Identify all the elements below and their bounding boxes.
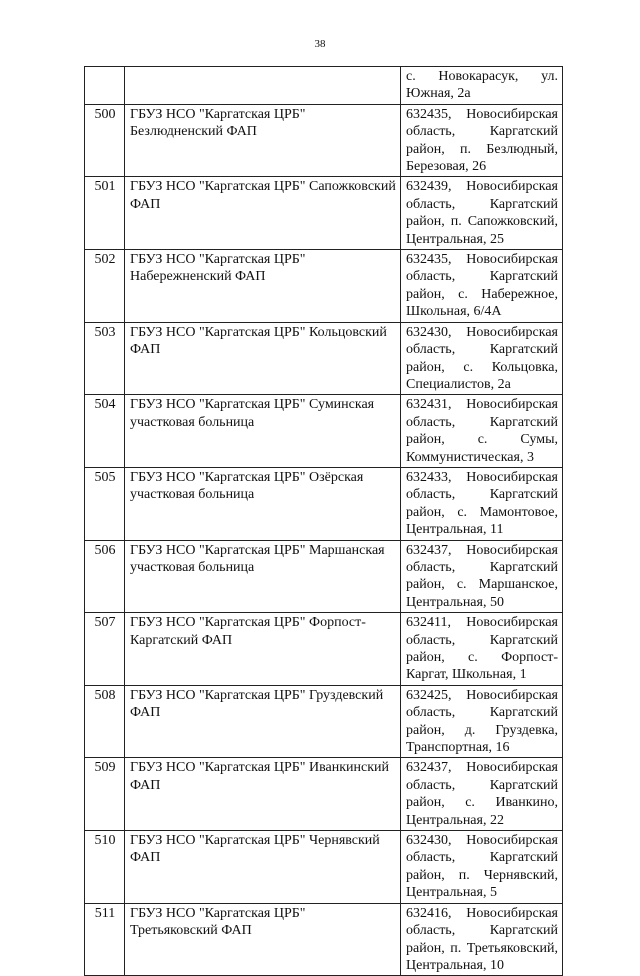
facility-address: 632437, Новосибирская область, Каргатский район, с. Иванкино, Центральная, 22: [401, 758, 563, 831]
facility-address: 632437, Новосибирская область, Каргатский район, с. Маршанское, Центральная, 50: [401, 540, 563, 613]
row-number: 505: [85, 467, 125, 540]
facility-address: 632411, Новосибирская область, Каргатский район, с. Форпост-Каргат, Школьная, 1: [401, 613, 563, 686]
facility-name: ГБУЗ НСО "Каргатская ЦРБ" Форпост-Каргатский ФАП: [125, 613, 401, 686]
row-number: 502: [85, 250, 125, 323]
row-number: 500: [85, 104, 125, 177]
facility-name: ГБУЗ НСО "Каргатская ЦРБ" Третьяковский ФАП: [125, 903, 401, 976]
table-row: [85, 322, 563, 395]
facility-address: 632416, Новосибирская область, Каргатский район, п. Третьяковский, Центральная, 10: [401, 903, 563, 976]
facility-name: ГБУЗ НСО "Каргатская ЦРБ" Сапожковский ФАП: [125, 177, 401, 250]
row-number: [85, 67, 125, 105]
facility-address: 632435, Новосибирская область, Каргатский район, с. Набережное, Школьная, 6/4А: [401, 250, 563, 323]
table-row: [85, 903, 563, 976]
facility-name: ГБУЗ НСО "Каргатская ЦРБ" Кольцовский ФАП: [125, 322, 401, 395]
table-row: [85, 685, 563, 758]
table-row: [85, 177, 563, 250]
facility-name: ГБУЗ НСО "Каргатская ЦРБ" Чернявский ФАП: [125, 831, 401, 904]
row-number: 508: [85, 685, 125, 758]
facility-name: ГБУЗ НСО "Каргатская ЦРБ" Маршанская участковая больница: [125, 540, 401, 613]
facility-name: [125, 67, 401, 105]
facility-name: ГБУЗ НСО "Каргатская ЦРБ" Озёрская участковая больница: [125, 467, 401, 540]
facility-address: 632433, Новосибирская область, Каргатский район, с. Мамонтовое, Центральная, 11: [401, 467, 563, 540]
table-row: [85, 831, 563, 904]
row-number: 507: [85, 613, 125, 686]
facility-name: ГБУЗ НСО "Каргатская ЦРБ" Груздевский ФАП: [125, 685, 401, 758]
facility-name: ГБУЗ НСО "Каргатская ЦРБ" Суминская участковая больница: [125, 395, 401, 468]
facility-address: 632431, Новосибирская область, Каргатский район, с. Сумы, Коммунистическая, 3: [401, 395, 563, 468]
row-number: 511: [85, 903, 125, 976]
table-row: [85, 250, 563, 323]
facility-name: ГБУЗ НСО "Каргатская ЦРБ" Безлюдненский ФАП: [125, 104, 401, 177]
row-number: 501: [85, 177, 125, 250]
row-number: 510: [85, 831, 125, 904]
facility-name: ГБУЗ НСО "Каргатская ЦРБ" Набережненский ФАП: [125, 250, 401, 323]
page-number: 38: [314, 38, 326, 50]
facility-address: 632435, Новосибирская область, Каргатский район, п. Безлюдный, Березовая, 26: [401, 104, 563, 177]
facility-address: 632425, Новосибирская область, Каргатский район, д. Груздевка, Транспортная, 16: [401, 685, 563, 758]
row-number: 504: [85, 395, 125, 468]
facility-table: [84, 66, 563, 976]
table-row: [85, 104, 563, 177]
facility-address: 632430, Новосибирская область, Каргатский район, с. Кольцовка, Специалистов, 2а: [401, 322, 563, 395]
table-row: [85, 395, 563, 468]
table-row: [85, 613, 563, 686]
facility-address: с. Новокарасук, ул. Южная, 2а: [401, 67, 563, 105]
table-row: [85, 467, 563, 540]
table-row: [85, 758, 563, 831]
facility-address: 632439, Новосибирская область, Каргатский район, п. Сапожковский, Центральная, 25: [401, 177, 563, 250]
row-number: 509: [85, 758, 125, 831]
table-row: [85, 540, 563, 613]
facility-name: ГБУЗ НСО "Каргатская ЦРБ" Иванкинский ФАП: [125, 758, 401, 831]
row-number: 503: [85, 322, 125, 395]
table-row: [85, 67, 563, 105]
row-number: 506: [85, 540, 125, 613]
facility-address: 632430, Новосибирская область, Каргатский район, п. Чернявский, Центральная, 5: [401, 831, 563, 904]
